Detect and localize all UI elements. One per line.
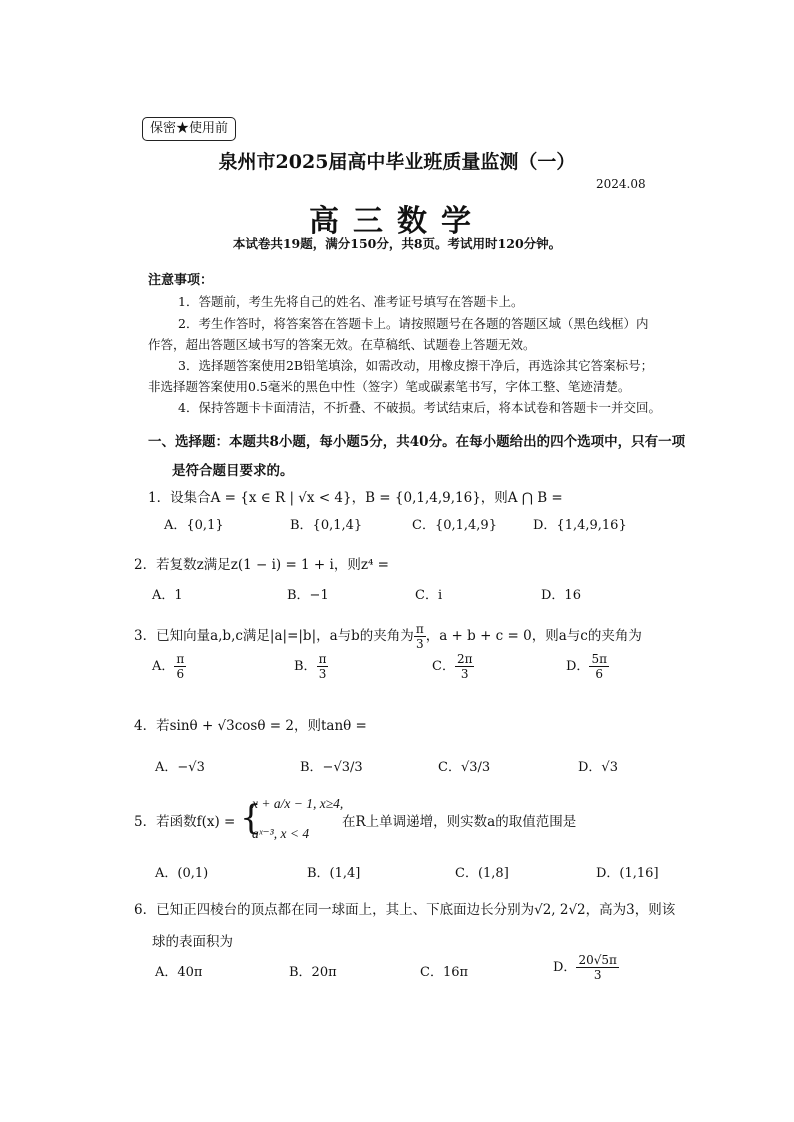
q5-option-d: D．(1,16] (596, 866, 659, 881)
q6-option-d (553, 953, 619, 982)
q3-option-b-den: 3 (318, 667, 327, 681)
section-heading-line-2: 是符合题目要求的。 (172, 463, 294, 479)
q4-option-a: A．−√3 (155, 760, 205, 775)
q1-option-b: B．{0,1,4} (290, 518, 363, 533)
q3-option-b (294, 652, 328, 681)
q3-option-a-label: A． (152, 659, 175, 674)
q2-option-d: D．16 (541, 588, 581, 603)
note-line-2: 2．考生作答时，将答案答在答题卡上。请按照题号在各题的答题区域（黑色线框）内 (178, 316, 649, 331)
note-line-3: 作答，超出答题区域书写的答案无效。在草稿纸、试题卷上答题无效。 (148, 337, 536, 352)
q3-option-d-label: D． (566, 659, 590, 674)
q1-option-a: A．{0,1} (164, 518, 224, 533)
q3-option-a (152, 652, 186, 681)
q6-option-b: B．20π (289, 965, 337, 980)
q1-option-d: D．{1,4,9,16} (533, 518, 627, 533)
q6-option-c: C．16π (420, 965, 469, 980)
q6-stem-line-2: 球的表面积为 (152, 934, 233, 950)
q5-stem-part-a: 5．若函数f(x) = (134, 814, 236, 830)
q2-option-a: A．1 (152, 588, 183, 603)
q3-option-c-den: 3 (460, 667, 469, 681)
q5-option-a: A．(0,1) (155, 866, 209, 881)
q5-option-c: C．(1,8] (455, 866, 509, 881)
q3-option-b-num: π (318, 652, 327, 666)
q3-option-a-num: π (176, 652, 185, 666)
q6-option-d-den: 3 (593, 968, 602, 982)
q6-option-d-label: D． (553, 960, 577, 975)
note-line-6: 4．保持答题卡卡面清洁，不折叠、不破损。考试结束后，将本试卷和答题卡一并交回。 (178, 400, 661, 415)
note-line-4: 3．选择题答案使用2B铅笔填涂，如需改动，用橡皮擦干净后，再选涂其它答案标号； (178, 358, 654, 373)
q6-option-a: A．40π (155, 965, 203, 980)
q2-stem: 2．若复数z满足z(1 − i) = 1 + i，则z⁴ = (134, 557, 389, 573)
q3-frac-numerator: π (415, 622, 424, 636)
section-heading-line-1: 一、选择题：本题共8小题，每小题5分，共40分。在每小题给出的四个选项中，只有一项 (148, 434, 686, 450)
q1-option-c: C．{0,1,4,9} (412, 518, 497, 533)
q4-option-c: C．√3/3 (438, 760, 491, 775)
q2-option-c: C．i (415, 588, 443, 603)
note-line-1: 1．答题前，考生先将自己的姓名、准考证号填写在答题卡上。 (178, 294, 524, 309)
q5-brace: { (240, 798, 262, 838)
q4-option-b: B．−√3/3 (300, 760, 363, 775)
q3-stem (134, 622, 642, 651)
q3-stem-part-a: 3．已知向量a,b,c满足|a|=|b|，a与b的夹角为 (134, 628, 414, 644)
q1-stem: 1．设集合A = {x ∈ R | √x < 4}，B = {0,1,4,9,16}，则A ⋂ B = (148, 490, 563, 506)
exam-date: 2024.08 (596, 177, 646, 191)
q6-option-d-num: 20√5π (578, 953, 617, 967)
q5-stem-part-b: 在R上单调递增，则实数a的取值范围是 (342, 814, 577, 830)
q3-option-d-num: 5π (591, 652, 607, 666)
exam-title: 泉州市2025届高中毕业班质量监测（一） (218, 151, 576, 173)
q6-stem-line-1: 6．已知正四棱台的顶点都在同一球面上，其上、下底面边长分别为√2, 2√2，高为3，则该 (134, 902, 676, 918)
q3-option-d-den: 6 (595, 667, 604, 681)
q3-option-b-label: B． (294, 659, 317, 674)
q5-case-2: aˣ⁻³, x < 4 (252, 826, 310, 841)
q3-stem-part-b: ，a + b + c = 0，则a与c的夹角为 (425, 628, 642, 644)
q5-case-1: x + a/x − 1, x≥4, (252, 796, 344, 811)
q3-angle-fraction (414, 622, 426, 651)
q3-option-c-num: 2π (456, 652, 473, 666)
q3-option-d (566, 652, 609, 681)
q4-option-d: D．√3 (578, 760, 618, 775)
notes-title: 注意事项： (148, 273, 214, 288)
q3-option-c (432, 652, 474, 681)
q3-frac-denominator: 3 (415, 637, 424, 651)
q3-option-a-den: 6 (176, 667, 185, 681)
subject-title: 高三数学 (309, 204, 485, 239)
note-line-5: 非选择题答案使用0.5毫米的黑色中性（签字）笔或碳素笔书写，字体工整、笔迹清楚。 (148, 379, 631, 394)
confidential-badge: 保密★使用前 (142, 117, 236, 141)
q5-option-b: B．(1,4] (307, 866, 361, 881)
exam-info: 本试卷共19题，满分150分，共8页。考试用时120分钟。 (232, 236, 562, 251)
q4-stem: 4．若sinθ + √3cosθ = 2，则tanθ = (134, 718, 367, 734)
q3-option-c-label: C． (432, 659, 455, 674)
q2-option-b: B．−1 (287, 588, 329, 603)
